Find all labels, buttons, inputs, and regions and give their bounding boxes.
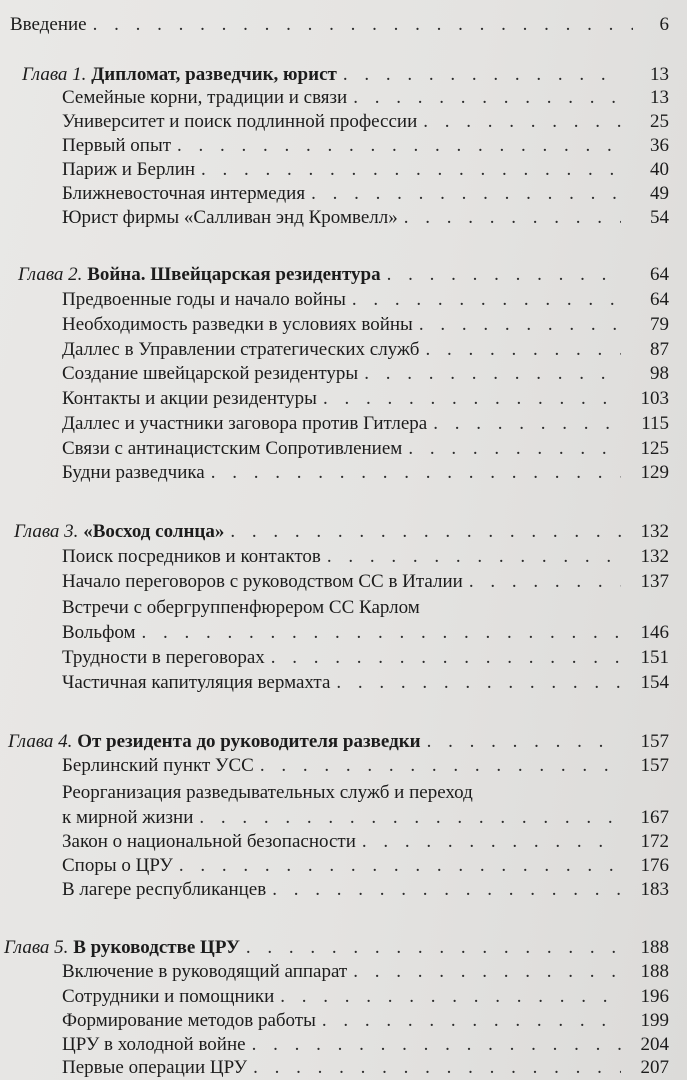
leader-dots bbox=[322, 1009, 621, 1032]
leader-dots bbox=[352, 288, 621, 311]
toc-page: 54 bbox=[650, 207, 669, 228]
toc-entry bbox=[62, 288, 669, 311]
leader-dots bbox=[271, 646, 621, 669]
toc-label: Предвоенные годы и начало войны bbox=[62, 289, 346, 310]
leader-dots bbox=[362, 830, 621, 853]
toc-entry bbox=[62, 671, 669, 694]
toc-label: В лагере республиканцев bbox=[62, 879, 267, 900]
leader-dots bbox=[253, 1056, 621, 1079]
chapter-title: Война. Швейцарская резидентура bbox=[87, 264, 381, 285]
toc-entry bbox=[62, 960, 669, 983]
toc-entry bbox=[62, 338, 669, 361]
leader-dots bbox=[408, 437, 621, 460]
leader-dots bbox=[469, 570, 621, 593]
leader-dots bbox=[280, 985, 621, 1008]
toc-entry bbox=[62, 461, 669, 484]
toc-label: Включение в руководящий аппарат bbox=[62, 961, 348, 982]
leader-dots bbox=[327, 545, 621, 568]
toc-entry bbox=[62, 854, 669, 877]
toc-label: Университет и поиск подлинной профессии bbox=[62, 111, 418, 132]
toc-page: 125 bbox=[640, 438, 669, 459]
leader-dots bbox=[387, 263, 621, 286]
chapter-prefix: Глава 5. bbox=[4, 937, 69, 958]
leader-dots bbox=[252, 1033, 621, 1056]
toc-label: Вольфом bbox=[62, 622, 136, 643]
toc-label: Связи с антинацистским Сопротивлением bbox=[62, 438, 403, 459]
chapter-title: «Восход солнца» bbox=[83, 521, 225, 542]
leader-dots bbox=[427, 730, 621, 753]
toc-label: Формирование методов работы bbox=[62, 1010, 316, 1031]
chapter-prefix: Глава 4. bbox=[8, 731, 73, 752]
toc-page: 157 bbox=[640, 755, 669, 776]
toc-page: 188 bbox=[640, 937, 669, 958]
leader-dots bbox=[211, 461, 621, 484]
toc-entry bbox=[62, 1009, 669, 1032]
leader-dots bbox=[353, 960, 621, 983]
toc-intro bbox=[10, 13, 669, 36]
toc-entry bbox=[62, 878, 669, 901]
toc-page: 103 bbox=[640, 388, 669, 409]
leader-dots bbox=[230, 520, 621, 543]
toc-entry-line1: Встречи с обергруппенфюрером СС Карлом bbox=[62, 597, 420, 618]
leader-dots bbox=[199, 806, 621, 829]
toc-page: 204 bbox=[640, 1034, 669, 1055]
toc-entry bbox=[62, 387, 669, 410]
chapter-heading bbox=[8, 730, 669, 753]
toc-label: Даллес в Управлении стратегических служб bbox=[62, 339, 420, 360]
chapter-prefix: Глава 3. bbox=[14, 521, 79, 542]
toc-label: Будни разведчика bbox=[62, 462, 205, 483]
toc-page: 132 bbox=[640, 546, 669, 567]
toc-label: Частичная капитуляция вермахта bbox=[62, 672, 331, 693]
toc-page: 183 bbox=[640, 879, 669, 900]
toc-entry bbox=[62, 437, 669, 460]
toc-label: Споры о ЦРУ bbox=[62, 855, 173, 876]
toc-label: Трудности в переговорах bbox=[62, 647, 265, 668]
toc-label: ЦРУ в холодной войне bbox=[62, 1034, 246, 1055]
toc-label: Даллес и участники заговора против Гитлера bbox=[62, 413, 428, 434]
toc-page: 129 bbox=[640, 462, 669, 483]
toc-label: Сотрудники и помощники bbox=[62, 986, 275, 1007]
toc-entry bbox=[62, 1033, 669, 1056]
leader-dots bbox=[93, 13, 633, 36]
leader-dots bbox=[423, 110, 621, 133]
toc-label: Необходимость разведки в условиях войны bbox=[62, 314, 413, 335]
leader-dots bbox=[246, 936, 621, 959]
toc-entry-line1: Реорганизация разведывательных служб и переход bbox=[62, 782, 473, 803]
toc-label: Закон о национальной безопасности bbox=[62, 831, 356, 852]
toc-page: 151 bbox=[640, 647, 669, 668]
toc-label: Начало переговоров с руководством СС в Италии bbox=[62, 571, 463, 592]
toc-page: 64 bbox=[650, 264, 669, 285]
toc-entry bbox=[62, 621, 669, 644]
toc-page: 98 bbox=[650, 363, 669, 384]
toc-page: 172 bbox=[640, 831, 669, 852]
chapter-prefix: Глава 1. bbox=[22, 64, 87, 85]
toc-page: 188 bbox=[640, 961, 669, 982]
toc-entry bbox=[62, 182, 669, 205]
toc-entry bbox=[62, 206, 669, 229]
toc-page: 157 bbox=[640, 731, 669, 752]
toc-entry bbox=[62, 754, 669, 777]
toc-page: 25 bbox=[650, 111, 669, 132]
leader-dots bbox=[177, 134, 621, 157]
toc-page: 64 bbox=[650, 289, 669, 310]
leader-dots bbox=[179, 854, 621, 877]
leader-dots bbox=[260, 754, 621, 777]
toc-entry bbox=[62, 570, 669, 593]
toc-label: Семейные корни, традиции и связи bbox=[62, 87, 348, 108]
toc-page: 115 bbox=[641, 413, 669, 434]
toc-label: Введение bbox=[10, 14, 87, 35]
toc-label: Контакты и акции резидентуры bbox=[62, 388, 317, 409]
leader-dots bbox=[142, 621, 621, 644]
chapter-heading bbox=[22, 63, 669, 86]
chapter-title: Дипломат, разведчик, юрист bbox=[91, 64, 337, 85]
leader-dots bbox=[201, 158, 621, 181]
toc-page: 79 bbox=[650, 314, 669, 335]
chapter-heading bbox=[14, 520, 669, 543]
toc-page: 49 bbox=[650, 183, 669, 204]
toc-page: 207 bbox=[640, 1057, 669, 1078]
toc-page: 176 bbox=[640, 855, 669, 876]
chapter-heading bbox=[4, 936, 669, 959]
leader-dots bbox=[272, 878, 621, 901]
leader-dots bbox=[433, 412, 621, 435]
leader-dots bbox=[336, 671, 621, 694]
toc-entry bbox=[62, 646, 669, 669]
toc-page: 137 bbox=[640, 571, 669, 592]
toc-page: 199 bbox=[640, 1010, 669, 1031]
toc-page: 87 bbox=[650, 339, 669, 360]
toc-entry bbox=[62, 110, 669, 133]
toc-label: Берлинский пункт УСС bbox=[62, 755, 254, 776]
chapter-title: От резидента до руководителя разведки bbox=[77, 731, 421, 752]
toc-label: Первые операции ЦРУ bbox=[62, 1057, 248, 1078]
leader-dots bbox=[343, 63, 621, 86]
toc-entry bbox=[62, 545, 669, 568]
toc-entry bbox=[62, 313, 669, 336]
toc-entry bbox=[62, 362, 669, 385]
toc-label: Ближневосточная интермедия bbox=[62, 183, 306, 204]
toc-label: Юрист фирмы «Салливан энд Кромвелл» bbox=[62, 207, 398, 228]
toc-label: Поиск посредников и контактов bbox=[62, 546, 321, 567]
toc-entry bbox=[62, 86, 669, 109]
chapter-prefix: Глава 2. bbox=[18, 264, 83, 285]
toc-entry bbox=[62, 158, 669, 181]
chapter-title: В руководстве ЦРУ bbox=[73, 937, 240, 958]
toc-page: 13 bbox=[650, 64, 669, 85]
toc-page: 196 bbox=[640, 986, 669, 1007]
leader-dots bbox=[323, 387, 621, 410]
toc-page: 167 bbox=[640, 807, 669, 828]
toc-label: Париж и Берлин bbox=[62, 159, 196, 180]
toc-page: 40 bbox=[650, 159, 669, 180]
toc-page: 36 bbox=[650, 135, 669, 156]
toc-entry bbox=[62, 806, 669, 829]
toc-page: 154 bbox=[640, 672, 669, 693]
toc-label: Первый опыт bbox=[62, 135, 172, 156]
toc-label: к мирной жизни bbox=[62, 807, 194, 828]
leader-dots bbox=[419, 313, 621, 336]
toc-page: 146 bbox=[640, 622, 669, 643]
leader-dots bbox=[425, 338, 621, 361]
toc-entry bbox=[62, 830, 669, 853]
toc-page: 13 bbox=[650, 87, 669, 108]
leader-dots bbox=[364, 362, 621, 385]
leader-dots bbox=[311, 182, 621, 205]
toc-entry bbox=[62, 985, 669, 1008]
toc-page: 132 bbox=[640, 521, 669, 542]
leader-dots bbox=[404, 206, 621, 229]
toc-entry bbox=[62, 412, 669, 435]
toc-entry bbox=[62, 134, 669, 157]
chapter-heading bbox=[18, 263, 669, 286]
toc-entry bbox=[62, 1056, 669, 1079]
leader-dots bbox=[353, 86, 621, 109]
toc-page: 6 bbox=[659, 14, 669, 35]
toc-label: Создание швейцарской резидентуры bbox=[62, 363, 359, 384]
